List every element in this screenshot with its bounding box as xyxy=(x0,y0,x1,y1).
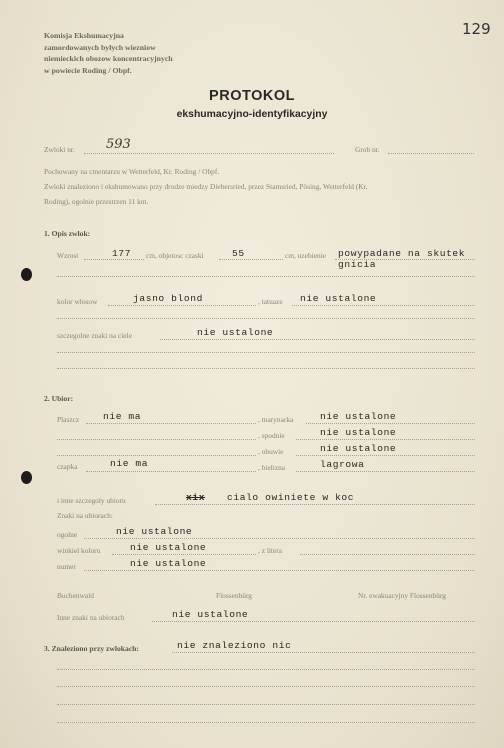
dotted-line xyxy=(57,669,475,670)
czaska-value: 55 xyxy=(232,248,245,259)
wzrost-value: 177 xyxy=(112,248,132,259)
winkiel-value: nie ustalone xyxy=(130,542,207,553)
marynarka-value: nie ustalone xyxy=(320,411,397,422)
dotted-line xyxy=(57,352,475,353)
dotted-line xyxy=(108,305,256,306)
header-block xyxy=(44,30,173,76)
winkiel-label: winkiel koloru xyxy=(57,546,101,555)
inne-znaki-value: nie ustalone xyxy=(172,609,249,620)
dotted-line xyxy=(296,455,475,456)
document-title: PROTOKOL xyxy=(209,88,295,104)
punch-hole xyxy=(21,471,32,484)
plaszcz-label: Plaszcz xyxy=(57,415,80,424)
header-line: w powiecie Roding / Obpf. xyxy=(44,65,132,75)
czapka-label: czapka xyxy=(57,462,78,471)
znaki-value: nie ustalone xyxy=(197,327,274,338)
dotted-line xyxy=(84,153,334,154)
header-line: zamordowanych byłych wiezniow xyxy=(44,42,156,52)
dotted-line xyxy=(296,471,475,472)
section-1-heading: 1. Opis zwlok: xyxy=(44,229,91,238)
znaki-label: szczegolne znaki na ciele xyxy=(57,331,132,340)
zwloki-label: Zwloki nr. xyxy=(44,145,75,154)
dotted-line xyxy=(292,305,475,306)
uzebienie-value-1: powypadane na skutek xyxy=(338,248,466,259)
tatuaze-value: nie ustalone xyxy=(300,293,377,304)
znaleziono-line-1: Zwloki znaleziono i ekshumowano przy drodze miedzy Diebersried, przez Stamsried, Pösing, Wetterfeld (Kr. xyxy=(44,182,368,191)
wzrost-label: Wzrost xyxy=(57,251,79,260)
section-2-heading: 2. Ubior: xyxy=(44,394,74,403)
document-subtitle: ekshumacyjno-identyfikacyjny xyxy=(176,109,328,120)
dotted-line xyxy=(155,504,475,505)
kolor-label: kolor wlosow xyxy=(57,297,98,306)
bielizna-value: lagrowa xyxy=(320,459,365,470)
uzebienie-label: cm, uzebienie xyxy=(285,251,327,260)
pochowany-text: Pochowany na cmentarzu w Wetterfeld, Kr. Roding / Obpf. xyxy=(44,167,220,176)
kolor-value: jasno blond xyxy=(133,293,203,304)
ewakuacyjny-label: Nr. ewakuacyjny Flossenbürg xyxy=(358,591,446,600)
dotted-line xyxy=(388,153,474,154)
bielizna-label: , bielizna xyxy=(258,463,286,472)
flossenburg-label: Flossenbürg xyxy=(216,591,253,600)
dotted-line xyxy=(57,722,475,723)
inne-struck-value: xix xyxy=(186,492,206,503)
dotted-line xyxy=(152,621,475,622)
buchenwald-label: Buchenwald xyxy=(57,591,94,600)
spodnie-label: , spodnie xyxy=(258,431,285,440)
marynarka-label: , marynarka xyxy=(258,415,294,424)
dotted-line xyxy=(86,423,256,424)
plaszcz-value: nie ma xyxy=(103,411,142,422)
dotted-line xyxy=(57,455,256,456)
dotted-line xyxy=(86,471,256,472)
grob-label: Grob nr. xyxy=(355,145,380,154)
dotted-line xyxy=(306,423,475,424)
header-line: niemieckich obozow koncentracyjnych xyxy=(44,54,173,63)
dotted-line xyxy=(172,652,475,653)
spodnie-value: nie ustalone xyxy=(320,427,397,438)
section-3-value: nie znaleziono nic xyxy=(177,640,292,651)
obuwie-label: , obuwie xyxy=(258,447,284,456)
uzebienie-value-2: gnicia xyxy=(338,259,377,270)
dotted-line xyxy=(57,276,475,277)
znaki-ubior-label: Znaki na ubiorach: xyxy=(57,511,113,520)
dotted-line xyxy=(219,259,283,260)
ogolne-label: ogolne xyxy=(57,530,78,539)
inne-label: i inne szczegoly ubioru xyxy=(57,496,126,505)
page-number: 129 xyxy=(462,20,491,38)
punch-hole xyxy=(21,268,32,281)
tatuaze-label: , tatuaze xyxy=(258,297,283,306)
ogolne-value: nie ustalone xyxy=(116,526,193,537)
inne-value: cialo owiniete w koc xyxy=(227,492,355,503)
objetosc-label: cm, objetosc czaski xyxy=(146,251,204,260)
dotted-line xyxy=(84,538,475,539)
zwloki-value: 593 xyxy=(106,137,131,152)
dotted-line xyxy=(300,554,475,555)
dotted-line xyxy=(57,704,475,705)
obuwie-value: nie ustalone xyxy=(320,443,397,454)
inne-znaki-label: Inne znaki na ubiorach xyxy=(57,613,125,622)
dotted-line xyxy=(296,439,475,440)
dotted-line xyxy=(57,439,256,440)
czapka-value: nie ma xyxy=(110,458,149,469)
section-3-heading: 3. Znaleziono przy zwlokach: xyxy=(44,644,139,653)
dotted-line xyxy=(84,570,475,571)
dotted-line xyxy=(57,318,475,319)
litera-label: , z litera xyxy=(258,546,283,555)
numer-value: nie ustalone xyxy=(130,558,207,569)
dotted-line xyxy=(57,686,475,687)
dotted-line xyxy=(84,259,144,260)
dotted-line xyxy=(112,554,256,555)
numer-label: numer xyxy=(57,562,76,571)
dotted-line xyxy=(57,368,475,369)
dotted-line xyxy=(160,339,475,340)
znaleziono-line-2: Roding), ogolnie przestrzen 11 km. xyxy=(44,197,149,206)
header-line: Komisja Ekshumacyjna xyxy=(44,31,124,40)
